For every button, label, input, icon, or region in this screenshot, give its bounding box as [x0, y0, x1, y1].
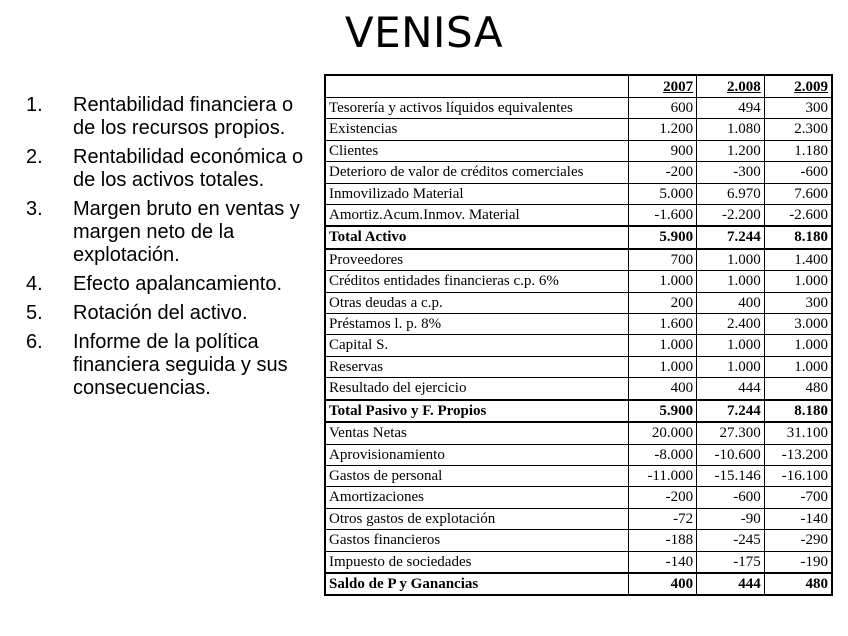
- row-label: Inmovilizado Material: [325, 183, 629, 204]
- value-2009: 8.180: [764, 226, 832, 248]
- table-row: [325, 205, 832, 227]
- value-2008: -245: [697, 530, 765, 551]
- table-row: [325, 444, 832, 465]
- value-2009: -140: [764, 508, 832, 529]
- row-label: Préstamos l. p. 8%: [325, 314, 629, 335]
- value-2008: 1.000: [697, 271, 765, 292]
- question-item: [26, 273, 316, 296]
- table-row: [325, 400, 832, 422]
- value-2007: 1.000: [629, 335, 697, 356]
- value-2009: -16.100: [764, 465, 832, 486]
- question-number: 4.: [26, 273, 43, 295]
- table-row: [325, 573, 832, 595]
- table-row: [325, 119, 832, 140]
- value-2007: -72: [629, 508, 697, 529]
- row-label: Ventas Netas: [325, 422, 629, 444]
- value-2007: 200: [629, 292, 697, 313]
- value-2009: 1.000: [764, 356, 832, 377]
- value-2008: -175: [697, 551, 765, 573]
- value-2009: 480: [764, 378, 832, 400]
- question-number: 3.: [26, 198, 43, 220]
- table-row: [325, 465, 832, 486]
- table-row: [325, 98, 832, 119]
- value-2009: -700: [764, 487, 832, 508]
- question-number: 1.: [26, 94, 43, 116]
- row-label: Tesorería y activos líquidos equivalentes: [325, 98, 629, 119]
- question-number: 2.: [26, 146, 43, 168]
- value-2008: 7.244: [697, 226, 765, 248]
- value-2007: 20.000: [629, 422, 697, 444]
- value-2007: 1.200: [629, 119, 697, 140]
- row-label: Créditos entidades financieras c.p. 6%: [325, 271, 629, 292]
- question-text: Rotación del activo.: [73, 302, 248, 324]
- row-label: Proveedores: [325, 249, 629, 271]
- value-2007: 600: [629, 98, 697, 119]
- value-2008: 1.000: [697, 249, 765, 271]
- table-row: [325, 314, 832, 335]
- value-2007: 700: [629, 249, 697, 271]
- value-2009: 8.180: [764, 400, 832, 422]
- header-concept: [325, 75, 629, 98]
- value-2009: 31.100: [764, 422, 832, 444]
- value-2009: -2.600: [764, 205, 832, 227]
- value-2007: -11.000: [629, 465, 697, 486]
- value-2009: 1.400: [764, 249, 832, 271]
- value-2009: 1.000: [764, 335, 832, 356]
- value-2008: -15.146: [697, 465, 765, 486]
- table-row: [325, 487, 832, 508]
- row-label: Total Pasivo y F. Propios: [325, 400, 629, 422]
- value-2009: 2.300: [764, 119, 832, 140]
- table-row: [325, 551, 832, 573]
- row-label: Gastos de personal: [325, 465, 629, 486]
- table-row: [325, 530, 832, 551]
- value-2008: 444: [697, 378, 765, 400]
- table-row: [325, 422, 832, 444]
- value-2007: 5.900: [629, 400, 697, 422]
- value-2008: 6.970: [697, 183, 765, 204]
- row-label: Otras deudas a c.p.: [325, 292, 629, 313]
- table-row: [325, 183, 832, 204]
- table-row: [325, 271, 832, 292]
- value-2009: -190: [764, 551, 832, 573]
- row-label: Existencias: [325, 119, 629, 140]
- value-2008: -300: [697, 162, 765, 183]
- value-2008: 1.200: [697, 140, 765, 161]
- financial-statement-table: [324, 74, 833, 596]
- value-2008: 1.080: [697, 119, 765, 140]
- question-text: Margen bruto en ventas y margen neto de la explotación.: [73, 198, 300, 266]
- value-2009: -600: [764, 162, 832, 183]
- value-2008: 7.244: [697, 400, 765, 422]
- table-row: [325, 378, 832, 400]
- row-label: Otros gastos de explotación: [325, 508, 629, 529]
- row-label: Gastos financieros: [325, 530, 629, 551]
- question-list: [26, 94, 316, 406]
- row-label: Capital S.: [325, 335, 629, 356]
- value-2008: 1.000: [697, 356, 765, 377]
- value-2008: 1.000: [697, 335, 765, 356]
- row-label: Total Activo: [325, 226, 629, 248]
- row-label: Reservas: [325, 356, 629, 377]
- table-row: [325, 356, 832, 377]
- value-2007: 5.000: [629, 183, 697, 204]
- question-item: [26, 94, 316, 140]
- value-2007: -188: [629, 530, 697, 551]
- value-2007: 5.900: [629, 226, 697, 248]
- value-2007: -1.600: [629, 205, 697, 227]
- question-item: [26, 146, 316, 192]
- table-row: [325, 508, 832, 529]
- question-item: [26, 302, 316, 325]
- value-2007: 400: [629, 378, 697, 400]
- row-label: Resultado del ejercicio: [325, 378, 629, 400]
- value-2007: 400: [629, 573, 697, 595]
- value-2008: 444: [697, 573, 765, 595]
- value-2009: 7.600: [764, 183, 832, 204]
- value-2007: 1.000: [629, 356, 697, 377]
- question-text: Informe de la política financiera seguida y sus consecuencias.: [73, 331, 288, 399]
- value-2007: -140: [629, 551, 697, 573]
- value-2009: 300: [764, 98, 832, 119]
- table-header-row: [325, 75, 832, 98]
- value-2009: -290: [764, 530, 832, 551]
- table-row: [325, 292, 832, 313]
- question-text: Rentabilidad económica o de los activos totales.: [73, 146, 304, 191]
- value-2007: 1.600: [629, 314, 697, 335]
- value-2009: 1.180: [764, 140, 832, 161]
- row-label: Amortizaciones: [325, 487, 629, 508]
- value-2009: 300: [764, 292, 832, 313]
- question-item: [26, 331, 316, 400]
- row-label: Clientes: [325, 140, 629, 161]
- question-item: [26, 198, 316, 267]
- table-row: [325, 249, 832, 271]
- table-row: [325, 140, 832, 161]
- value-2008: -10.600: [697, 444, 765, 465]
- table-row: [325, 335, 832, 356]
- slide-title: VENISA: [344, 8, 504, 57]
- value-2007: 900: [629, 140, 697, 161]
- question-number: 5.: [26, 302, 43, 324]
- question-text: Rentabilidad financiera o de los recursos propios.: [73, 94, 294, 139]
- value-2009: 1.000: [764, 271, 832, 292]
- value-2008: -2.200: [697, 205, 765, 227]
- question-number: 6.: [26, 331, 43, 353]
- row-label: Impuesto de sociedades: [325, 551, 629, 573]
- value-2007: -200: [629, 162, 697, 183]
- value-2008: 494: [697, 98, 765, 119]
- value-2007: -8.000: [629, 444, 697, 465]
- row-label: Saldo de P y Ganancias: [325, 573, 629, 595]
- value-2008: 400: [697, 292, 765, 313]
- header-year-2009: 2.009: [764, 75, 832, 98]
- value-2008: -90: [697, 508, 765, 529]
- header-year-2007: 2007: [629, 75, 697, 98]
- row-label: Amortiz.Acum.Inmov. Material: [325, 205, 629, 227]
- value-2009: 3.000: [764, 314, 832, 335]
- table-row: [325, 226, 832, 248]
- value-2008: 2.400: [697, 314, 765, 335]
- table-body: [325, 98, 832, 596]
- row-label: Aprovisionamiento: [325, 444, 629, 465]
- value-2008: -600: [697, 487, 765, 508]
- value-2007: -200: [629, 487, 697, 508]
- value-2008: 27.300: [697, 422, 765, 444]
- value-2007: 1.000: [629, 271, 697, 292]
- header-year-2008: 2.008: [697, 75, 765, 98]
- value-2009: -13.200: [764, 444, 832, 465]
- question-text: Efecto apalancamiento.: [73, 273, 283, 295]
- row-label: Deterioro de valor de créditos comerciales: [325, 162, 629, 183]
- value-2009: 480: [764, 573, 832, 595]
- table-row: [325, 162, 832, 183]
